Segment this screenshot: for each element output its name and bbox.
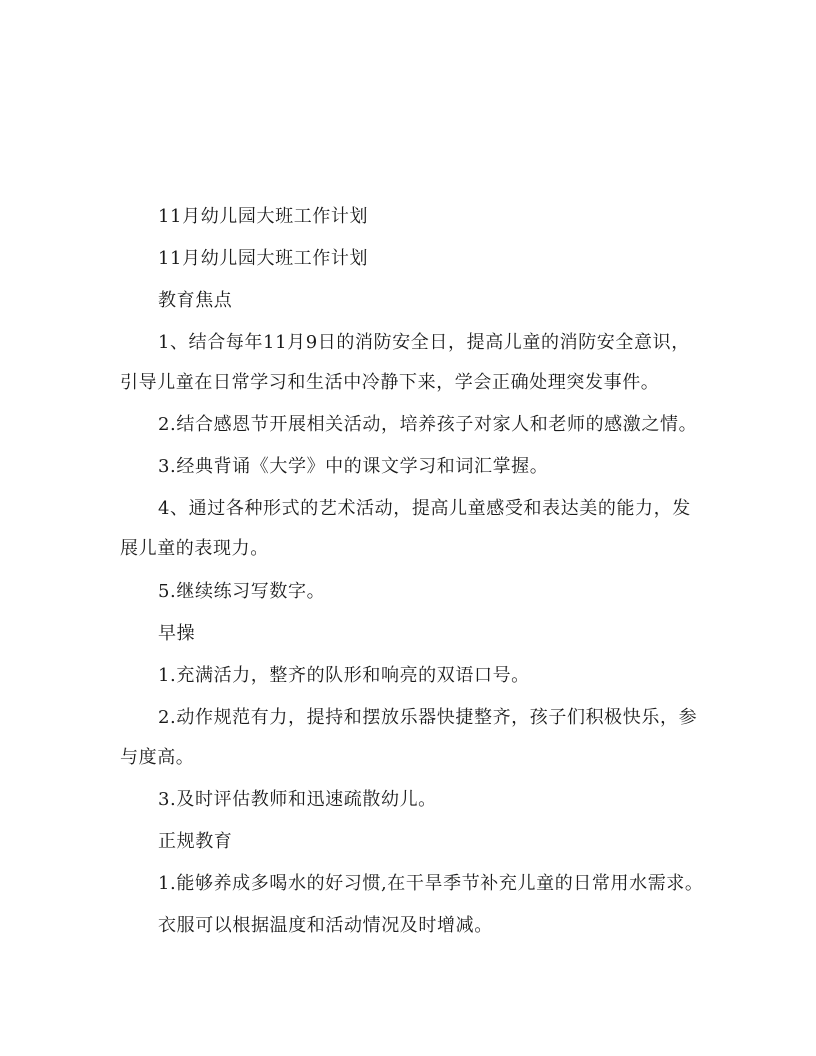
paragraph-line: 1、结合每年11月9日的消防安全日，提高儿童的消防安全意识， xyxy=(158,332,690,353)
paragraph-line: 4、通过各种形式的艺术活动，提高儿童感受和表达美的能力，发 xyxy=(158,498,691,519)
paragraph-line: 衣服可以根据温度和活动情况及时增减。 xyxy=(158,915,493,936)
paragraph-line: 3.经典背诵《大学》中的课文学习和词汇掌握。 xyxy=(158,456,549,477)
paragraph-line: 5.继续练习写数字。 xyxy=(158,581,326,602)
document-subtitle: 11月幼儿园大班工作计划 xyxy=(158,248,369,269)
paragraph-line: 1.充满活力，整齐的队形和响亮的双语口号。 xyxy=(158,665,530,686)
paragraph-line: 2.结合感恩节开展相关活动，培养孩子对家人和老师的感激之情。 xyxy=(158,414,698,435)
paragraph-line: 2.动作规范有力，提持和摆放乐器快捷整齐，孩子们积极快乐，参 xyxy=(158,707,698,728)
document-title: 11月幼儿园大班工作计划 xyxy=(158,206,369,227)
paragraph-line: 引导儿童在日常学习和生活中冷静下来，学会正确处理突发事件。 xyxy=(120,372,660,393)
paragraph-line: 1.能够养成多喝水的好习惯,在干旱季节补充儿童的日常用水需求。 xyxy=(158,873,704,894)
section-heading-education-focus: 教育焦点 xyxy=(158,290,233,311)
section-heading-formal-education: 正规教育 xyxy=(158,831,233,852)
paragraph-line: 3.及时评估教师和迅速疏散幼儿。 xyxy=(158,789,437,810)
section-heading-morning-exercise: 早操 xyxy=(158,623,196,644)
paragraph-line: 展儿童的表现力。 xyxy=(120,538,269,559)
paragraph-line: 与度高。 xyxy=(120,747,195,768)
